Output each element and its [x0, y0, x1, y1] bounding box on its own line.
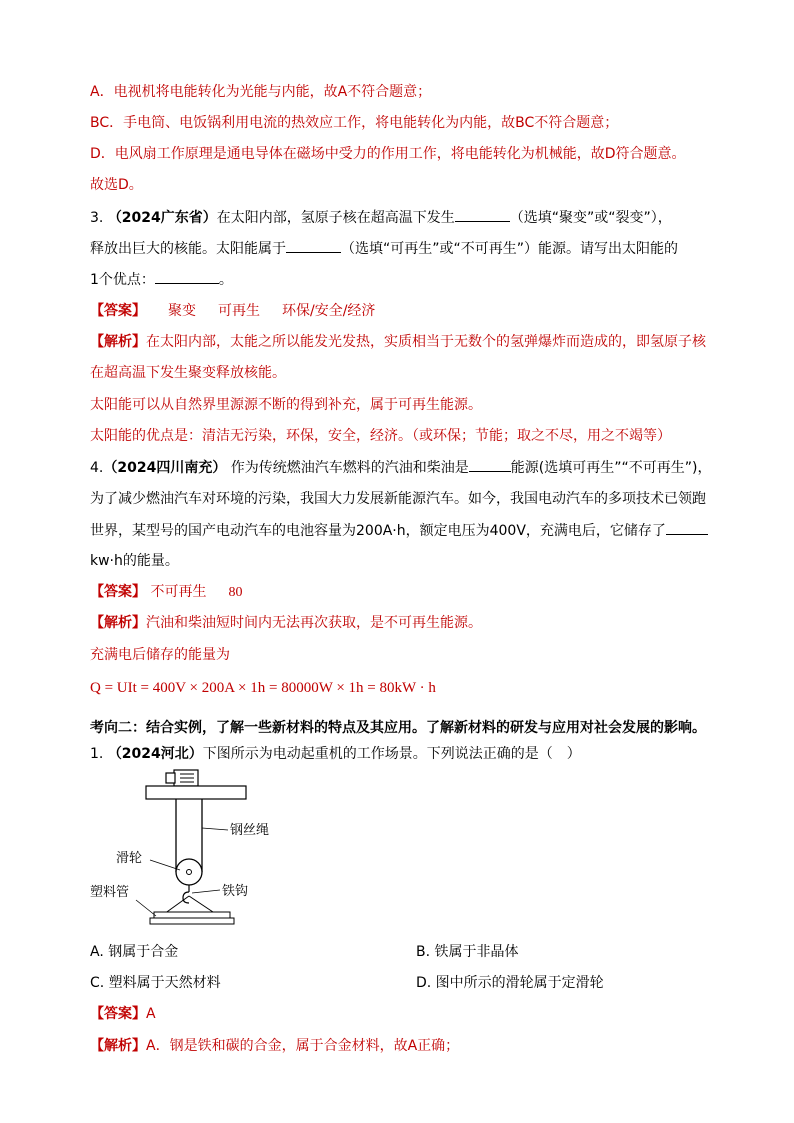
- prev-analysis-a: A．电视机将电能转化为光能与内能，故A不符合题意；: [90, 84, 432, 100]
- q4-analysis-1: [90, 613, 482, 633]
- q3-stem-1a: 在太阳内部，氢原子核在超高温下发生: [216, 210, 455, 226]
- label-rope: 钢丝绳: [230, 823, 270, 838]
- option-b: B. 铁属于非晶体: [416, 944, 519, 960]
- prev-analysis-d: D．电风扇工作原理是通电导体在磁场中受力的作用工作，将电能转化为机械能，故D符合题意。: [90, 146, 686, 162]
- q4-answer-1: 不可再生: [150, 584, 207, 600]
- plastic-pipe-top: [154, 912, 230, 918]
- q3-answer-3: 环保/安全/经济: [282, 303, 376, 319]
- q4-formula: Q = UIt = 400V × 200A × 1h = 80000W × 1h = 80kW · h: [90, 680, 436, 696]
- q5-analysis-text-1: A．钢是铁和碳的合金，属于合金材料，故A正确；: [146, 1038, 460, 1054]
- q3-stem-3a: 1个优点：: [90, 272, 155, 288]
- q3-answer-1: 聚变: [168, 303, 196, 319]
- q3-line-2: [90, 238, 678, 259]
- q4-answer-2: 80: [228, 585, 243, 600]
- q3-answer-2: 可再生: [218, 303, 260, 319]
- q3-source: （2024广东省）: [107, 210, 217, 226]
- q3-analysis-3: 太阳能可以从自然界里源源不断的得到补充，属于可再生能源。: [90, 397, 482, 413]
- q4-number: 4.: [90, 460, 104, 476]
- q4-line-3: [90, 520, 708, 541]
- q3-analysis-4: 太阳能的优点是：清洁无污染，环保，安全，经济。（或环保；节能；取之不尽，用之不竭等）: [90, 428, 671, 444]
- q3-line-3: [90, 269, 233, 290]
- q4-answer-tag: 【答案】: [90, 584, 146, 600]
- q5-source: （2024河北）: [107, 746, 203, 762]
- plastic-pipe-bottom: [150, 918, 234, 924]
- q3-analysis-1: [90, 332, 706, 352]
- q3-analysis-tag: 【解析】: [90, 334, 146, 350]
- hook: [183, 892, 189, 903]
- q4-stem-3a: 世界，某型号的国产电动汽车的电池容量为200A·h，额定电压为400V，充满电后，它储存了: [90, 523, 666, 539]
- q4-analysis-text-1: 汽油和柴油短时间内无法再次获取，是不可再生能源。: [146, 615, 482, 631]
- q3-blank-1: [455, 207, 510, 222]
- q4-analysis-tag: 【解析】: [90, 615, 146, 631]
- q3-stem-2a: 释放出巨大的核能。太阳能属于: [90, 241, 286, 257]
- q5-stem: 下图所示为电动起重机的工作场景。下列说法正确的是（ ）: [202, 746, 581, 762]
- section2-title: 考向二：结合实例，了解一些新材料的特点及其应用。了解新材料的研发与应用对社会发展的影响。: [90, 720, 706, 736]
- q3-stem-2b: （选填“可再生”或“不可再生”）能源。请写出太阳能的: [341, 241, 679, 257]
- q3-analysis-text-1: 在太阳内部，太能之所以能发光发热，实质相当于无数个的氢弹爆炸而造成的，即氢原子核: [146, 334, 706, 350]
- q3-answer-tag: 【答案】: [90, 303, 146, 319]
- label-hook: 铁钩: [222, 884, 249, 899]
- q4-answer: [90, 582, 242, 603]
- q3-analysis-2: 在超高温下发生聚变释放核能。: [90, 365, 286, 381]
- q5-line-1: [90, 744, 581, 764]
- q4-stem-1a: 作为传统燃油汽车燃料的汽油和柴油是: [230, 460, 469, 476]
- prev-analysis-bc: BC．手电筒、电饭锅利用电流的热效应工作，将电能转化为内能，故BC不符合题意；: [90, 115, 619, 131]
- motor-cap: [166, 773, 175, 783]
- q4-stem-1b: 能源(选填可再生”“不可再生”)，: [510, 460, 712, 476]
- q4-line-1: [90, 457, 711, 478]
- q5-answer-value: A: [146, 1006, 156, 1022]
- option-c: C. 塑料属于天然材料: [90, 975, 221, 991]
- q5-number: 1.: [90, 746, 104, 762]
- q4-line-2: 为了减少燃油汽车对环境的污染，我国大力发展新能源汽车。如今，我国电动汽车的多项技术已领跑: [90, 491, 706, 507]
- q3-stem-3b: 。: [218, 272, 233, 288]
- q3-answer: [90, 301, 375, 321]
- q4-analysis-2: 充满电后储存的能量为: [90, 647, 230, 663]
- option-d: D. 图中所示的滑轮属于定滑轮: [416, 975, 604, 991]
- option-a: A. 钢属于合金: [90, 944, 179, 960]
- q5-answer-tag: 【答案】: [90, 1006, 146, 1022]
- q5-answer: [90, 1004, 156, 1024]
- q4-blank-2: [666, 520, 708, 535]
- crane-figure: [88, 768, 318, 930]
- q4-line-4: kw·h的能量。: [90, 553, 179, 569]
- prev-conclusion: 故选D。: [90, 177, 143, 193]
- q4-blank-1: [469, 457, 511, 472]
- q3-line-1: [90, 207, 672, 228]
- q5-analysis-tag: 【解析】: [90, 1038, 146, 1054]
- q3-number: 3.: [90, 210, 104, 226]
- q4-source: （2024四川南充）: [103, 460, 227, 476]
- q3-blank-2: [286, 238, 341, 253]
- q5-analysis-1: [90, 1036, 459, 1056]
- q3-blank-3: [155, 269, 219, 284]
- q3-stem-1b: （选填“聚变”或“裂变”），: [509, 210, 672, 226]
- label-pipe: 塑料管: [90, 885, 130, 900]
- top-beam: [146, 786, 246, 799]
- label-pulley: 滑轮: [116, 851, 143, 866]
